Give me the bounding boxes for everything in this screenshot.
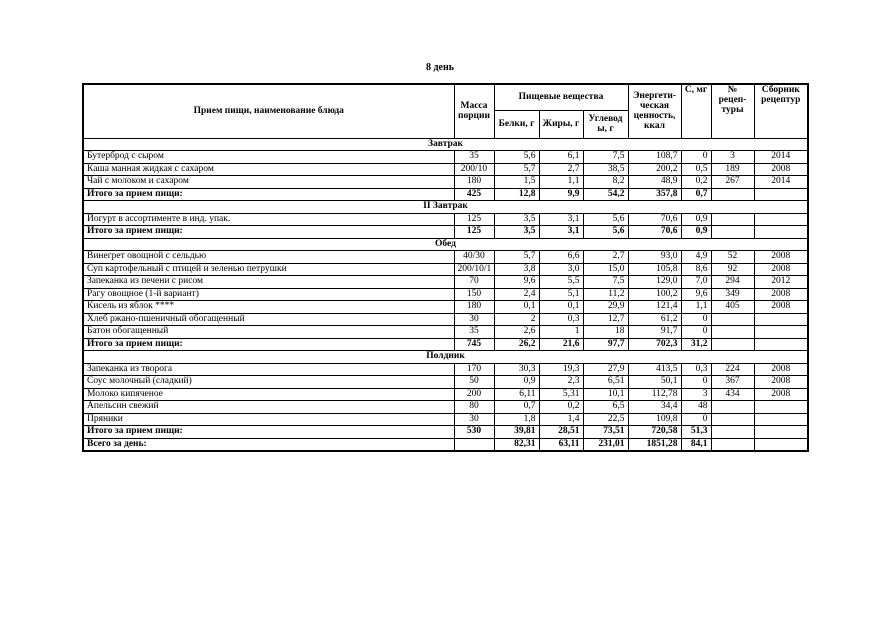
mass-cell: 35 — [454, 151, 494, 164]
vitc-cell: 0 — [681, 326, 711, 339]
mass-cell: 200 — [454, 388, 494, 401]
protein-cell: 3,5 — [494, 213, 539, 226]
protein-cell: 1,5 — [494, 176, 539, 189]
protein-cell: 2,6 — [494, 326, 539, 339]
energy-cell: 720,58 — [628, 426, 681, 439]
table-row — [83, 301, 808, 314]
recipe-no-cell: 367 — [711, 376, 754, 389]
section-row — [83, 201, 808, 214]
energy-cell: 34,4 — [628, 401, 681, 414]
vitc-cell: 7,0 — [681, 276, 711, 289]
energy-cell: 109,8 — [628, 413, 681, 426]
carbs-cell: 22,5 — [583, 413, 628, 426]
carbs-cell: 7,5 — [583, 276, 628, 289]
dish-name-cell: Запеканка из творога — [83, 363, 454, 376]
recipe-no-cell: 52 — [711, 251, 754, 264]
fat-cell: 3,1 — [539, 226, 583, 239]
section-title: II Завтрак — [83, 201, 808, 214]
protein-cell: 12,8 — [494, 188, 539, 201]
dish-name-cell: Винегрет овощной с сельдью — [83, 251, 454, 264]
table-row — [83, 251, 808, 264]
protein-cell: 2 — [494, 313, 539, 326]
dish-name-cell: Итого за прием пищи: — [83, 338, 454, 351]
dish-name-cell: Апельсин свежий — [83, 401, 454, 414]
fat-cell: 3,1 — [539, 213, 583, 226]
collection-cell: 2014 — [754, 176, 808, 189]
fat-cell: 21,6 — [539, 338, 583, 351]
header-recipe-no: № рецеп-туры — [711, 84, 754, 138]
collection-cell: 2008 — [754, 163, 808, 176]
section-title: Завтрак — [83, 138, 808, 151]
table-row — [83, 363, 808, 376]
fat-cell: 0,2 — [539, 401, 583, 414]
protein-cell: 1,8 — [494, 413, 539, 426]
energy-cell: 112,78 — [628, 388, 681, 401]
recipe-no-cell: 294 — [711, 276, 754, 289]
menu-table — [82, 83, 809, 452]
mass-cell: 125 — [454, 226, 494, 239]
mass-cell: 745 — [454, 338, 494, 351]
total-row — [83, 426, 808, 439]
dish-name-cell: Чай с молоком и сахаром — [83, 176, 454, 189]
mass-cell: 50 — [454, 376, 494, 389]
mass-cell: 180 — [454, 301, 494, 314]
mass-cell: 30 — [454, 313, 494, 326]
fat-cell: 6,6 — [539, 251, 583, 264]
vitc-cell: 84,1 — [681, 438, 711, 451]
header-carbs: Углевод ы, г — [583, 110, 628, 138]
vitc-cell: 0,7 — [681, 188, 711, 201]
protein-cell: 30,3 — [494, 363, 539, 376]
fat-cell: 5,1 — [539, 288, 583, 301]
recipe-no-cell — [711, 426, 754, 439]
total-row — [83, 438, 808, 451]
carbs-cell: 231,01 — [583, 438, 628, 451]
vitc-cell: 31,2 — [681, 338, 711, 351]
carbs-cell: 97,7 — [583, 338, 628, 351]
vitc-cell: 0 — [681, 151, 711, 164]
table-row — [83, 413, 808, 426]
section-row — [83, 351, 808, 364]
recipe-no-cell: 405 — [711, 301, 754, 314]
carbs-cell: 5,6 — [583, 226, 628, 239]
carbs-cell: 2,7 — [583, 251, 628, 264]
vitc-cell: 0,2 — [681, 176, 711, 189]
mass-cell: 150 — [454, 288, 494, 301]
dish-name-cell: Хлеб ржано-пшеничный обогащенный — [83, 313, 454, 326]
carbs-cell: 73,51 — [583, 426, 628, 439]
energy-cell: 413,5 — [628, 363, 681, 376]
mass-cell: 425 — [454, 188, 494, 201]
recipe-no-cell — [711, 326, 754, 339]
carbs-cell: 11,2 — [583, 288, 628, 301]
collection-cell: 2008 — [754, 251, 808, 264]
protein-cell: 39,81 — [494, 426, 539, 439]
protein-cell: 5,7 — [494, 163, 539, 176]
mass-cell: 170 — [454, 363, 494, 376]
energy-cell: 129,0 — [628, 276, 681, 289]
mass-cell: 35 — [454, 326, 494, 339]
table-row — [83, 176, 808, 189]
carbs-cell: 15,0 — [583, 263, 628, 276]
header-mass: Масса порции — [454, 84, 494, 138]
page-title: 8 день — [425, 62, 455, 73]
recipe-no-cell: 3 — [711, 151, 754, 164]
dish-name-cell: Итого за прием пищи: — [83, 426, 454, 439]
energy-cell: 61,2 — [628, 313, 681, 326]
section-title: Обед — [83, 238, 808, 251]
protein-cell: 26,2 — [494, 338, 539, 351]
carbs-cell: 54,2 — [583, 188, 628, 201]
collection-cell: 2008 — [754, 263, 808, 276]
table-row — [83, 388, 808, 401]
energy-cell: 1851,28 — [628, 438, 681, 451]
table-row — [83, 163, 808, 176]
carbs-cell: 10,1 — [583, 388, 628, 401]
protein-cell: 5,7 — [494, 251, 539, 264]
collection-cell — [754, 326, 808, 339]
fat-cell: 5,31 — [539, 388, 583, 401]
fat-cell: 2,3 — [539, 376, 583, 389]
carbs-cell: 6,51 — [583, 376, 628, 389]
recipe-no-cell — [711, 313, 754, 326]
recipe-no-cell — [711, 226, 754, 239]
recipe-no-cell: 267 — [711, 176, 754, 189]
collection-cell — [754, 413, 808, 426]
protein-cell: 82,31 — [494, 438, 539, 451]
energy-cell: 48,9 — [628, 176, 681, 189]
recipe-no-cell: 92 — [711, 263, 754, 276]
energy-cell: 200,2 — [628, 163, 681, 176]
dish-name-cell: Йогурт в ассортименте в инд. упак. — [83, 213, 454, 226]
recipe-no-cell — [711, 338, 754, 351]
dish-name-cell: Суп картофельный с птицей и зеленью петрушки — [83, 263, 454, 276]
collection-cell — [754, 226, 808, 239]
mass-cell: 125 — [454, 213, 494, 226]
recipe-no-cell — [711, 188, 754, 201]
fat-cell: 1 — [539, 326, 583, 339]
table-row — [83, 326, 808, 339]
header-collection: Сборник рецептур — [754, 84, 808, 138]
mass-cell: 180 — [454, 176, 494, 189]
mass-cell: 200/10/1 — [454, 263, 494, 276]
recipe-no-cell: 224 — [711, 363, 754, 376]
mass-cell — [454, 438, 494, 451]
collection-cell — [754, 313, 808, 326]
vitc-cell: 3 — [681, 388, 711, 401]
vitc-cell: 8,6 — [681, 263, 711, 276]
collection-cell — [754, 338, 808, 351]
collection-cell — [754, 438, 808, 451]
recipe-no-cell: 434 — [711, 388, 754, 401]
fat-cell: 9,9 — [539, 188, 583, 201]
collection-cell: 2008 — [754, 288, 808, 301]
dish-name-cell: Итого за прием пищи: — [83, 226, 454, 239]
carbs-cell: 38,5 — [583, 163, 628, 176]
protein-cell: 6,11 — [494, 388, 539, 401]
protein-cell: 9,6 — [494, 276, 539, 289]
recipe-no-cell: 349 — [711, 288, 754, 301]
carbs-cell: 5,6 — [583, 213, 628, 226]
total-row — [83, 338, 808, 351]
protein-cell: 0,7 — [494, 401, 539, 414]
vitc-cell: 1,1 — [681, 301, 711, 314]
protein-cell: 0,9 — [494, 376, 539, 389]
dish-name-cell: Молоко кипяченое — [83, 388, 454, 401]
table-row — [83, 263, 808, 276]
vitc-cell: 0 — [681, 313, 711, 326]
recipe-no-cell — [711, 413, 754, 426]
dish-name-cell: Бутерброд с сыром — [83, 151, 454, 164]
table-row — [83, 213, 808, 226]
header-vitc: С, мг — [681, 84, 711, 138]
vitc-cell: 0,9 — [681, 213, 711, 226]
section-title: Полдник — [83, 351, 808, 364]
collection-cell: 2008 — [754, 388, 808, 401]
mass-cell: 40/30 — [454, 251, 494, 264]
energy-cell: 70,6 — [628, 226, 681, 239]
vitc-cell: 51,3 — [681, 426, 711, 439]
recipe-no-cell: 189 — [711, 163, 754, 176]
table-row — [83, 376, 808, 389]
fat-cell: 1,4 — [539, 413, 583, 426]
table-row — [83, 276, 808, 289]
dish-name-cell: Кисель из яблок **** — [83, 301, 454, 314]
fat-cell: 0,3 — [539, 313, 583, 326]
collection-cell: 2012 — [754, 276, 808, 289]
protein-cell: 2,4 — [494, 288, 539, 301]
recipe-no-cell — [711, 438, 754, 451]
vitc-cell: 48 — [681, 401, 711, 414]
dish-name-cell: Рагу овощное (1-й вариант) — [83, 288, 454, 301]
table-row — [83, 313, 808, 326]
dish-name-cell: Запеканка из печени с рисом — [83, 276, 454, 289]
collection-cell — [754, 213, 808, 226]
carbs-cell: 8,2 — [583, 176, 628, 189]
mass-cell: 200/10 — [454, 163, 494, 176]
dish-name-cell: Пряники — [83, 413, 454, 426]
mass-cell: 70 — [454, 276, 494, 289]
vitc-cell: 0 — [681, 413, 711, 426]
vitc-cell: 0,9 — [681, 226, 711, 239]
mass-cell: 530 — [454, 426, 494, 439]
table-row — [83, 151, 808, 164]
total-row — [83, 188, 808, 201]
energy-cell: 121,4 — [628, 301, 681, 314]
fat-cell: 3,0 — [539, 263, 583, 276]
energy-cell: 100,2 — [628, 288, 681, 301]
fat-cell: 1,1 — [539, 176, 583, 189]
energy-cell: 105,8 — [628, 263, 681, 276]
header-protein: Белки, г — [494, 110, 539, 138]
fat-cell: 63,11 — [539, 438, 583, 451]
carbs-cell: 27,9 — [583, 363, 628, 376]
recipe-no-cell — [711, 213, 754, 226]
protein-cell: 3,8 — [494, 263, 539, 276]
fat-cell: 19,3 — [539, 363, 583, 376]
protein-cell: 5,6 — [494, 151, 539, 164]
collection-cell: 2014 — [754, 151, 808, 164]
dish-name-cell: Каша манная жидкая с сахаром — [83, 163, 454, 176]
energy-cell: 93,0 — [628, 251, 681, 264]
carbs-cell: 12,7 — [583, 313, 628, 326]
section-row — [83, 138, 808, 151]
fat-cell: 2,7 — [539, 163, 583, 176]
vitc-cell: 0,5 — [681, 163, 711, 176]
vitc-cell: 9,6 — [681, 288, 711, 301]
protein-cell: 3,5 — [494, 226, 539, 239]
carbs-cell: 6,5 — [583, 401, 628, 414]
fat-cell: 6,1 — [539, 151, 583, 164]
mass-cell: 30 — [454, 413, 494, 426]
fat-cell: 5,5 — [539, 276, 583, 289]
header-meal: Прием пищи, наименование блюда — [83, 84, 454, 138]
dish-name-cell: Итого за прием пищи: — [83, 188, 454, 201]
header-energy: Энергети-ческая ценность, ккал — [628, 84, 681, 138]
fat-cell: 28,51 — [539, 426, 583, 439]
collection-cell — [754, 426, 808, 439]
protein-cell: 0,1 — [494, 301, 539, 314]
collection-cell — [754, 401, 808, 414]
energy-cell: 50,1 — [628, 376, 681, 389]
header-fat: Жиры, г — [539, 110, 583, 138]
vitc-cell: 0,3 — [681, 363, 711, 376]
dish-name-cell: Батон обогащенный — [83, 326, 454, 339]
vitc-cell: 4,9 — [681, 251, 711, 264]
total-row — [83, 226, 808, 239]
vitc-cell: 0 — [681, 376, 711, 389]
table-row — [83, 401, 808, 414]
table-row — [83, 288, 808, 301]
dish-name-cell: Соус молочный (сладкий) — [83, 376, 454, 389]
energy-cell: 70,6 — [628, 213, 681, 226]
energy-cell: 357,8 — [628, 188, 681, 201]
energy-cell: 702,3 — [628, 338, 681, 351]
carbs-cell: 18 — [583, 326, 628, 339]
collection-cell — [754, 188, 808, 201]
carbs-cell: 7,5 — [583, 151, 628, 164]
energy-cell: 91,7 — [628, 326, 681, 339]
dish-name-cell: Всего за день: — [83, 438, 454, 451]
collection-cell: 2008 — [754, 363, 808, 376]
fat-cell: 0,1 — [539, 301, 583, 314]
recipe-no-cell — [711, 401, 754, 414]
section-row — [83, 238, 808, 251]
mass-cell: 80 — [454, 401, 494, 414]
collection-cell: 2008 — [754, 376, 808, 389]
carbs-cell: 29,9 — [583, 301, 628, 314]
collection-cell: 2008 — [754, 301, 808, 314]
energy-cell: 108,7 — [628, 151, 681, 164]
header-nutrients: Пищевые вещества — [494, 84, 628, 110]
